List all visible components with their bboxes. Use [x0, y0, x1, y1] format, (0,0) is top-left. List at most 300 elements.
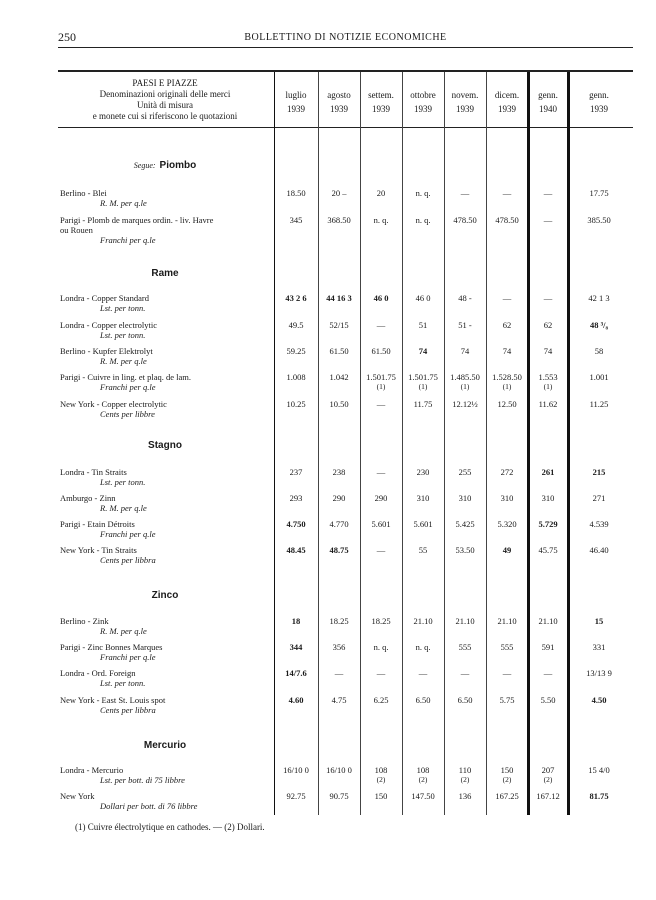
price-cell: [402, 320, 444, 330]
column-month: dicem.: [494, 90, 520, 100]
price-value: 92.75: [286, 791, 306, 801]
unit-of-measure: Franchi per q.le: [100, 529, 156, 539]
price-cell: [275, 519, 317, 529]
price-value: 12.12½: [452, 399, 478, 409]
price-value: 44 16 3: [326, 293, 352, 303]
price-value: —: [502, 188, 512, 198]
price-cell: [528, 791, 568, 801]
price-value: 385.50: [587, 215, 611, 225]
price-cell: [402, 215, 444, 225]
price-value: 478.50: [453, 215, 477, 225]
footnote: (1) Cuivre électrolytique en cathodes. — (2) Dollari.: [75, 822, 265, 832]
price-value: —: [543, 215, 553, 225]
price-cell: [275, 695, 317, 705]
commodity-name-cont: ou Rouen: [60, 225, 93, 235]
price-value: 21.10: [455, 616, 475, 626]
table-row: [60, 791, 635, 821]
row-label: [60, 399, 272, 419]
table-row: [60, 545, 635, 575]
price-cell: [444, 399, 486, 409]
price-value: 5.75: [499, 695, 515, 705]
price-value: 49: [502, 545, 512, 555]
price-cell: [402, 642, 444, 652]
price-cell: [275, 215, 317, 225]
price-cell: [528, 399, 568, 409]
price-cell: [444, 188, 486, 198]
commodity-name: New York: [60, 791, 95, 801]
price-cell: [570, 399, 628, 409]
price-cell: [570, 668, 628, 678]
price-value: 1.501.75: [366, 372, 396, 382]
price-cell: [444, 668, 486, 678]
price-cell: [528, 668, 568, 678]
price-note: (1): [418, 382, 428, 391]
column-month: agosto: [327, 90, 351, 100]
price-note: (2): [543, 775, 553, 784]
price-value: 5.320: [497, 519, 517, 529]
price-value: 11.75: [413, 399, 433, 409]
price-value: 4.539: [589, 519, 609, 529]
price-cell: [486, 695, 528, 705]
price-cell: [318, 765, 360, 775]
price-cell: [570, 493, 628, 503]
price-value: —: [376, 467, 386, 477]
commodity-name: Londra - Tin Straits: [60, 467, 127, 477]
price-value: 11.62: [538, 399, 558, 409]
table-row: [60, 215, 635, 245]
row-label: [60, 467, 272, 487]
price-cell: [402, 188, 444, 198]
price-value: 555: [458, 642, 472, 652]
price-value: 16/10 0: [326, 765, 352, 775]
unit-of-measure: Lst. per tonn.: [100, 330, 146, 340]
column-year: 1939: [498, 104, 516, 114]
table-head-title: PAESI E PIAZZE Denominazioni originali delle merci Unità di misura e monete cui si riferiscono le quotazioni: [92, 78, 238, 121]
price-value: 290: [332, 493, 346, 503]
price-cell: [486, 215, 528, 225]
price-value: 136: [458, 791, 472, 801]
price-cell: [444, 791, 486, 801]
price-value: 147.50: [411, 791, 435, 801]
price-cell: [275, 545, 317, 555]
price-value: 10.50: [329, 399, 349, 409]
price-value: 1.042: [329, 372, 349, 382]
commodity-name: New York - East St. Louis spot: [60, 695, 166, 705]
price-value: 46 0: [415, 293, 431, 303]
section-title: Rame: [151, 268, 179, 279]
price-cell: [528, 372, 568, 392]
price-cell: [275, 616, 317, 626]
commodity-name: Londra - Mercurio: [60, 765, 124, 775]
section-heading: [60, 740, 270, 751]
price-value: 5.601: [371, 519, 391, 529]
commodity-name: Londra - Copper electrolytic: [60, 320, 158, 330]
price-cell: [275, 293, 317, 303]
price-cell: [486, 399, 528, 409]
price-cell: [318, 188, 360, 198]
price-value: 6.25: [373, 695, 389, 705]
price-value: 11.25: [589, 399, 609, 409]
price-cell: [360, 519, 402, 529]
price-cell: [486, 293, 528, 303]
column-header: [528, 88, 568, 116]
price-cell: [318, 215, 360, 225]
price-cell: [570, 642, 628, 652]
price-cell: [528, 695, 568, 705]
unit-of-measure: R. M. per q.le: [100, 626, 147, 636]
unit-of-measure: R. M. per q.le: [100, 503, 147, 513]
price-value: 48.45: [286, 545, 306, 555]
price-value: 61.50: [371, 346, 391, 356]
price-cell: [318, 399, 360, 409]
price-cell: [444, 616, 486, 626]
price-cell: [402, 545, 444, 555]
price-value: 81.75: [589, 791, 609, 801]
price-cell: [360, 346, 402, 356]
price-value: 53.50: [455, 545, 475, 555]
unit-of-measure: Franchi per q.le: [100, 382, 156, 392]
column-month: settem.: [368, 90, 394, 100]
price-value: 150: [374, 791, 388, 801]
price-value: 167.25: [495, 791, 519, 801]
price-value: 230: [416, 467, 430, 477]
price-value: 48.75: [329, 545, 349, 555]
price-cell: [275, 320, 317, 330]
price-value: 59.25: [286, 346, 306, 356]
price-value: 48 -: [458, 293, 472, 303]
column-year: 1939: [456, 104, 474, 114]
unit-of-measure: Cents per libbra: [100, 705, 156, 715]
price-value: 15 4/0: [588, 765, 610, 775]
price-cell: [275, 642, 317, 652]
column-header: [444, 88, 486, 116]
price-value: 48 ³/₈: [589, 320, 609, 330]
unit-of-measure: Lst. per tonn.: [100, 678, 146, 688]
price-value: 255: [458, 467, 472, 477]
price-value: 21.10: [538, 616, 558, 626]
price-cell: [444, 346, 486, 356]
row-label: [60, 545, 272, 565]
price-note: (2): [502, 775, 512, 784]
price-cell: [318, 320, 360, 330]
price-value: —: [376, 399, 386, 409]
column-month: ottobre: [410, 90, 436, 100]
price-cell: [528, 188, 568, 198]
price-value: 42 1 3: [588, 293, 610, 303]
price-cell: [360, 545, 402, 555]
price-cell: [570, 467, 628, 477]
unit-of-measure: R. M. per q.le: [100, 198, 147, 208]
price-cell: [570, 320, 628, 330]
price-value: 5.425: [455, 519, 475, 529]
price-cell: [570, 616, 628, 626]
column-year: 1939: [330, 104, 348, 114]
price-cell: [275, 668, 317, 678]
price-cell: [486, 346, 528, 356]
price-value: —: [376, 545, 386, 555]
section-prefix: Segue:: [133, 161, 156, 170]
price-cell: [528, 215, 568, 225]
price-cell: [402, 399, 444, 409]
price-value: 6.50: [415, 695, 431, 705]
row-label: [60, 642, 272, 662]
price-cell: [486, 616, 528, 626]
price-cell: [318, 467, 360, 477]
row-label: [60, 791, 272, 811]
price-value: 21.10: [413, 616, 433, 626]
unit-of-measure: Dollari per bott. di 76 libbre: [100, 801, 198, 811]
row-label: [60, 765, 272, 785]
price-value: n. q.: [415, 642, 431, 652]
table-row: [60, 188, 635, 218]
price-cell: [402, 467, 444, 477]
price-value: 4.50: [591, 695, 607, 705]
price-value: 261: [541, 467, 555, 477]
row-label: [60, 493, 272, 513]
price-value: 344: [289, 642, 303, 652]
price-cell: [275, 346, 317, 356]
row-label: [60, 616, 272, 636]
commodity-name: Amburgo - Zinn: [60, 493, 116, 503]
price-cell: [570, 346, 628, 356]
row-label: [60, 372, 272, 392]
price-value: 15: [594, 616, 604, 626]
commodity-name: New York - Tin Straits: [60, 545, 137, 555]
price-value: 43 2 6: [285, 293, 307, 303]
price-cell: [275, 493, 317, 503]
column-header: [486, 88, 528, 116]
price-value: 18.25: [329, 616, 349, 626]
price-value: 4.750: [286, 519, 306, 529]
price-cell: [528, 293, 568, 303]
price-value: 55: [418, 545, 428, 555]
price-value: n. q.: [373, 215, 389, 225]
price-cell: [318, 642, 360, 652]
price-value: 215: [592, 467, 606, 477]
price-cell: [360, 372, 402, 392]
section-title: Zinco: [151, 590, 179, 601]
price-cell: [444, 695, 486, 705]
price-value: 1.501.75: [408, 372, 438, 382]
price-value: —: [334, 668, 344, 678]
price-cell: [444, 320, 486, 330]
price-cell: [444, 467, 486, 477]
price-value: —: [543, 293, 553, 303]
price-cell: [318, 616, 360, 626]
price-cell: [318, 545, 360, 555]
price-cell: [318, 668, 360, 678]
price-value: 45.75: [538, 545, 558, 555]
price-value: 10.25: [286, 399, 306, 409]
price-cell: [444, 519, 486, 529]
price-cell: [275, 765, 317, 775]
price-value: 150: [500, 765, 514, 775]
price-value: —: [376, 320, 386, 330]
price-value: 272: [500, 467, 514, 477]
price-cell: [402, 765, 444, 785]
column-year: 1939: [287, 104, 305, 114]
commodity-name: Parigi - Plomb de marques ordin. - liv. Havre: [60, 215, 214, 225]
price-cell: [486, 642, 528, 652]
column-header: [318, 88, 360, 116]
price-cell: [528, 642, 568, 652]
table-row: [60, 399, 635, 429]
price-value: n. q.: [373, 642, 389, 652]
price-value: 108: [416, 765, 430, 775]
column-month: novem.: [451, 90, 479, 100]
price-cell: [360, 765, 402, 785]
price-value: 4.60: [288, 695, 304, 705]
price-cell: [360, 493, 402, 503]
price-cell: [318, 791, 360, 801]
commodity-name: Parigi - Cuivre in ling. et plaq. de lam.: [60, 372, 192, 382]
price-cell: [444, 215, 486, 225]
table-row: [60, 668, 635, 698]
price-value: 90.75: [329, 791, 349, 801]
table-row: [60, 695, 635, 725]
price-value: 58: [594, 346, 604, 356]
price-cell: [528, 493, 568, 503]
price-value: 62: [502, 320, 512, 330]
commodity-name: Berlino - Blei: [60, 188, 107, 198]
commodity-name: Londra - Copper Standard: [60, 293, 149, 303]
column-header: [402, 88, 444, 116]
price-value: 237: [289, 467, 303, 477]
price-value: 74: [460, 346, 470, 356]
commodity-name: Berlino - Zink: [60, 616, 109, 626]
page-number: 250: [58, 30, 76, 44]
price-value: —: [502, 293, 512, 303]
price-cell: [570, 545, 628, 555]
price-note: (2): [376, 775, 386, 784]
price-value: —: [418, 668, 428, 678]
column-month: genn.: [538, 90, 558, 100]
price-note: (2): [460, 775, 470, 784]
price-cell: [275, 467, 317, 477]
column-header: [360, 88, 402, 116]
price-cell: [528, 616, 568, 626]
price-value: 1.001: [589, 372, 609, 382]
table-row: [60, 293, 635, 323]
price-value: —: [460, 188, 470, 198]
commodity-name: Berlino - Kupfer Elektrolyt: [60, 346, 153, 356]
price-value: 4.770: [329, 519, 349, 529]
price-value: 368.50: [327, 215, 351, 225]
price-cell: [360, 399, 402, 409]
price-cell: [318, 519, 360, 529]
price-cell: [528, 467, 568, 477]
price-cell: [486, 545, 528, 555]
price-cell: [444, 493, 486, 503]
unit-of-measure: Franchi per q.le: [100, 652, 156, 662]
price-cell: [528, 346, 568, 356]
price-cell: [360, 791, 402, 801]
price-cell: [570, 188, 628, 198]
price-cell: [402, 519, 444, 529]
row-label: [60, 320, 272, 340]
price-cell: [528, 765, 568, 785]
price-value: 167.12: [536, 791, 560, 801]
row-label: [60, 695, 272, 715]
table-row: [60, 372, 635, 402]
row-label: [60, 293, 272, 313]
section-title: Piombo: [159, 160, 197, 171]
price-value: 18.25: [371, 616, 391, 626]
price-cell: [360, 215, 402, 225]
price-cell: [402, 695, 444, 705]
price-cell: [486, 320, 528, 330]
price-value: 1.553: [538, 372, 558, 382]
row-label: [60, 346, 272, 366]
price-cell: [318, 346, 360, 356]
price-cell: [570, 695, 628, 705]
price-cell: [402, 493, 444, 503]
price-cell: [570, 791, 628, 801]
column-header: [570, 88, 628, 116]
price-cell: [528, 519, 568, 529]
price-value: 18: [291, 616, 301, 626]
price-cell: [444, 545, 486, 555]
column-year: 1940: [539, 104, 557, 114]
price-value: 478.50: [495, 215, 519, 225]
price-value: 5.601: [413, 519, 433, 529]
price-value: 74: [543, 346, 553, 356]
price-note: (1): [460, 382, 470, 391]
unit-of-measure: Lst. per tonn.: [100, 303, 146, 313]
price-value: 51: [418, 320, 428, 330]
price-cell: [402, 791, 444, 801]
section-heading: [60, 440, 270, 451]
price-cell: [486, 668, 528, 678]
price-value: 20: [376, 188, 386, 198]
price-cell: [486, 519, 528, 529]
section-title: Stagno: [148, 440, 182, 451]
price-value: 4.75: [331, 695, 347, 705]
price-value: 46 0: [373, 293, 389, 303]
price-cell: [360, 616, 402, 626]
price-value: 5.50: [540, 695, 556, 705]
row-label: [60, 188, 272, 208]
price-value: —: [460, 668, 470, 678]
unit-of-measure: Lst. per bott. di 75 libbre: [100, 775, 185, 785]
price-value: 5.729: [538, 519, 558, 529]
price-value: 18.50: [286, 188, 306, 198]
price-value: 310: [541, 493, 555, 503]
price-value: —: [502, 668, 512, 678]
price-value: 108: [374, 765, 388, 775]
price-cell: [444, 372, 486, 392]
unit-of-measure: R. M. per q.le: [100, 356, 147, 366]
price-cell: [275, 372, 317, 382]
price-cell: [402, 293, 444, 303]
price-cell: [486, 765, 528, 785]
price-cell: [360, 293, 402, 303]
price-value: 1.008: [286, 372, 306, 382]
price-value: n. q.: [415, 215, 431, 225]
price-note: (1): [376, 382, 386, 391]
price-value: 21.10: [497, 616, 517, 626]
column-year: 1939: [414, 104, 432, 114]
price-cell: [360, 668, 402, 678]
price-cell: [275, 399, 317, 409]
price-note: (1): [502, 382, 512, 391]
section-title: Mercurio: [143, 740, 187, 751]
price-cell: [360, 695, 402, 705]
price-cell: [570, 293, 628, 303]
price-cell: [570, 765, 628, 775]
price-value: —: [543, 668, 553, 678]
price-cell: [486, 372, 528, 392]
